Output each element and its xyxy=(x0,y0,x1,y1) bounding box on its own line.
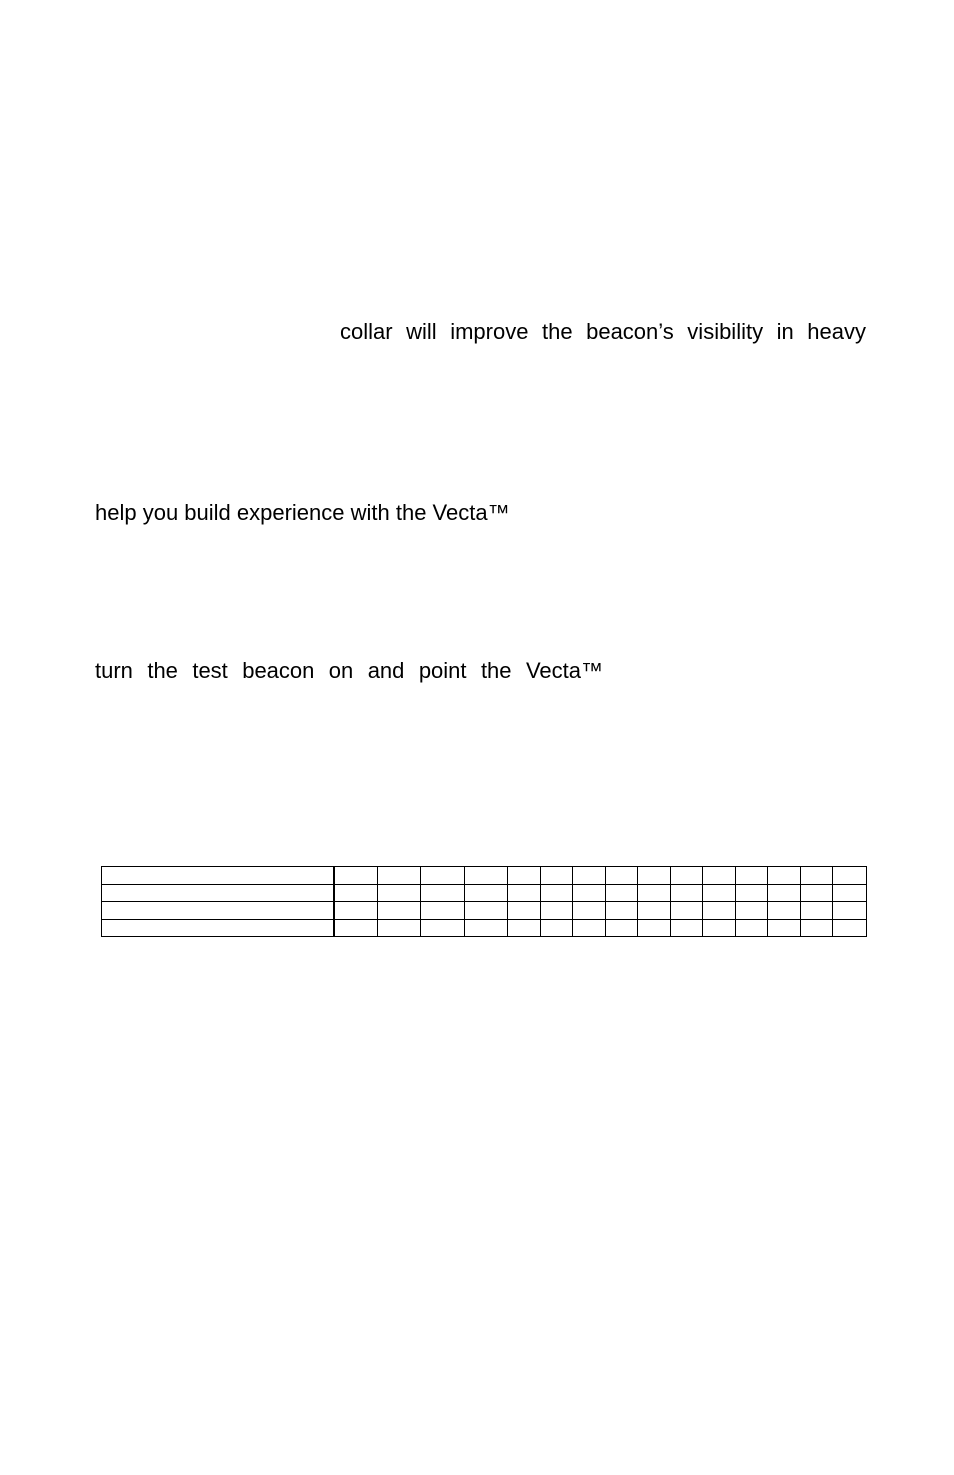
table-cell xyxy=(801,884,833,902)
table-cell xyxy=(573,902,606,920)
table-cell xyxy=(508,902,541,920)
table-cell xyxy=(638,902,671,920)
empty-grid-table xyxy=(101,866,867,937)
table-cell xyxy=(638,867,671,885)
text-line-test-beacon: turn the test beacon on and point the Vecta™ xyxy=(95,658,603,683)
table-cell xyxy=(573,884,606,902)
table-cell xyxy=(736,867,768,885)
table-cell xyxy=(768,902,801,920)
table-cell xyxy=(671,884,703,902)
table-cell xyxy=(703,919,736,937)
table-cell xyxy=(606,884,638,902)
table-cell xyxy=(541,867,573,885)
table-cell xyxy=(671,902,703,920)
table-row xyxy=(102,902,867,920)
table-cell xyxy=(606,867,638,885)
table-cell xyxy=(378,919,421,937)
table-cell xyxy=(334,902,378,920)
text-line-build-experience: help you build experience with the Vecta™ xyxy=(95,500,510,525)
table-cell xyxy=(671,919,703,937)
table-cell xyxy=(378,902,421,920)
table-cell xyxy=(833,884,867,902)
table-cell xyxy=(703,902,736,920)
table-cell xyxy=(541,919,573,937)
table-label-cell xyxy=(102,902,334,920)
table-cell xyxy=(768,884,801,902)
table-cell xyxy=(465,902,508,920)
table-cell xyxy=(378,884,421,902)
table-cell xyxy=(638,884,671,902)
table-cell xyxy=(638,919,671,937)
table-cell xyxy=(573,867,606,885)
table-cell xyxy=(334,919,378,937)
text-line-collar-visibility: collar will improve the beacon’s visibility in heavy xyxy=(340,319,866,344)
table-cell xyxy=(421,867,465,885)
table-label-cell xyxy=(102,919,334,937)
table-cell xyxy=(606,902,638,920)
table-cell xyxy=(801,919,833,937)
table-cell xyxy=(421,884,465,902)
table-cell xyxy=(703,867,736,885)
table-cell xyxy=(541,902,573,920)
table-cell xyxy=(508,867,541,885)
table-cell xyxy=(768,867,801,885)
table-cell xyxy=(334,884,378,902)
table-cell xyxy=(573,919,606,937)
table-cell xyxy=(671,867,703,885)
table-cell xyxy=(541,884,573,902)
grid-body xyxy=(102,867,867,937)
table-cell xyxy=(378,867,421,885)
table-label-cell xyxy=(102,867,334,885)
table-cell xyxy=(334,867,378,885)
table-cell xyxy=(606,919,638,937)
table-cell xyxy=(833,867,867,885)
table-cell xyxy=(703,884,736,902)
table-cell xyxy=(801,902,833,920)
table-cell xyxy=(768,919,801,937)
table-row xyxy=(102,919,867,937)
table-cell xyxy=(508,919,541,937)
table-cell xyxy=(833,902,867,920)
table-cell xyxy=(801,867,833,885)
table-cell xyxy=(736,884,768,902)
table-cell xyxy=(421,902,465,920)
table-cell xyxy=(736,919,768,937)
table-cell xyxy=(465,919,508,937)
table-cell xyxy=(736,902,768,920)
table-cell xyxy=(465,884,508,902)
table-cell xyxy=(465,867,508,885)
table-row xyxy=(102,867,867,885)
table-cell xyxy=(833,919,867,937)
table-cell xyxy=(421,919,465,937)
table-label-cell xyxy=(102,884,334,902)
table-cell xyxy=(508,884,541,902)
table-row xyxy=(102,884,867,902)
